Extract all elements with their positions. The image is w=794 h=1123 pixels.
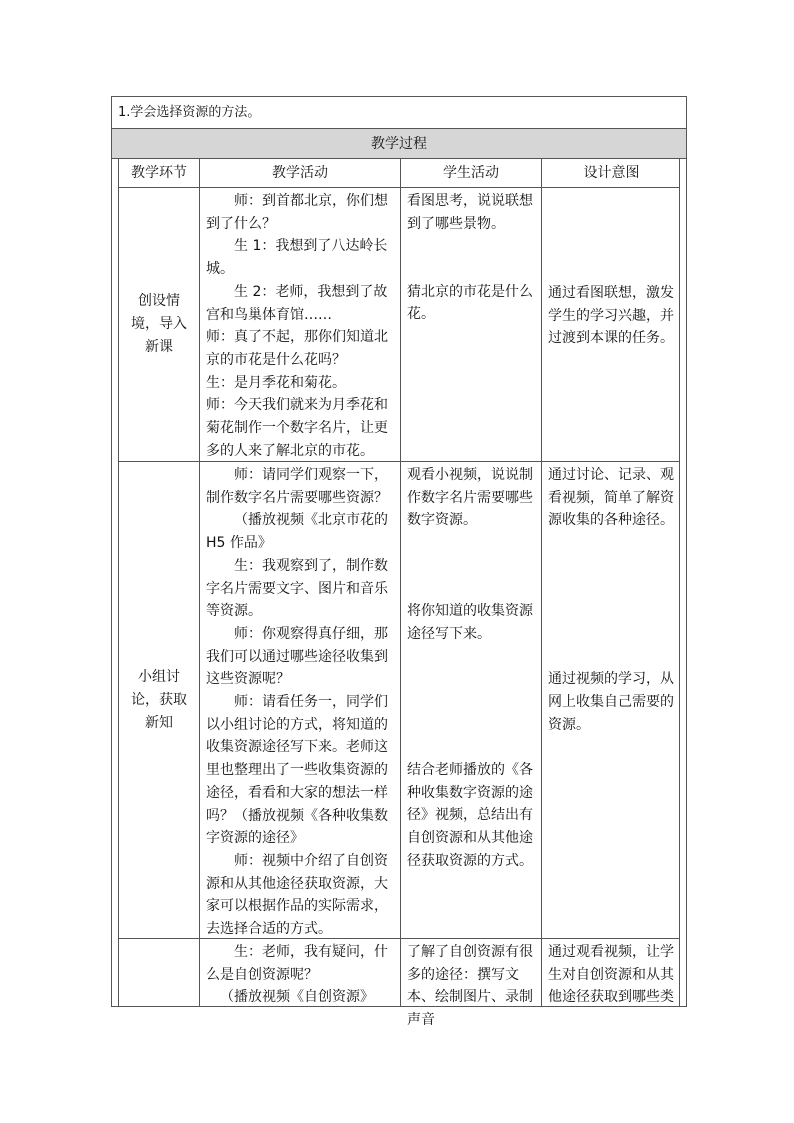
teacher-line: 师：到首都北京，你们想到了什么？	[206, 193, 388, 232]
teacher-line: （播放视频《自创资源》	[220, 989, 374, 1006]
header-student-activity: 学生活动	[401, 159, 542, 187]
teacher-line: 生：我观察到了，制作数字名片需要文字、图片和音乐等资源。	[206, 557, 388, 620]
student-line: 看图思考，说说联想到了哪些景物。	[407, 193, 533, 232]
teacher-line: 生：老师，我有疑问，什么是自创资源呢？	[206, 944, 388, 983]
teacher-line: 生 2：老师，我想到了故宫和鸟巢体育馆……	[206, 283, 388, 323]
student-line: 猜北京的市花是什么花。	[407, 283, 533, 323]
teacher-line: （播放视频《北京市花的 H5 作品》	[206, 512, 388, 552]
teacher-line: 师：请同学们观察一下，制作数字名片需要哪些资源？	[206, 467, 388, 506]
design-intent-cell	[542, 188, 681, 461]
header-stage: 教学环节	[119, 159, 200, 187]
stage-cell: 小组讨论，获取新知	[119, 462, 200, 938]
student-line: 了解了自创资源有很多的途径：撰写文本、绘制图片、录制声音	[407, 944, 533, 1029]
teacher-activity-cell	[200, 462, 401, 938]
table-row	[119, 939, 679, 1029]
teacher-line: 生：是月季花和菊花。	[206, 374, 346, 391]
intent-line: 通过讨论、记录、观看视频，简单了解资源收集的各种途径。	[548, 467, 674, 529]
teacher-activity-cell	[200, 939, 401, 1007]
teacher-line: 生 1：我想到了八达岭长城。	[206, 238, 388, 278]
design-intent-cell	[542, 939, 681, 1007]
teacher-line: 师：今天我们就来为月季花和菊花制作一个数字名片，让更多的人来了解北京的市花。	[206, 397, 388, 459]
student-activity-cell	[401, 462, 542, 938]
teacher-line: 师：真了不起，那你们知道北京的市花是什么花吗？	[206, 329, 388, 368]
lesson-plan-table	[111, 96, 687, 1029]
intent-line: 通过视频的学习，从网上收集自己需要的资源。	[548, 671, 674, 733]
student-line: 结合老师播放的《各种收集数字资源的途径》视频，总结出有自创资源和从其他途径获取资源的方式。	[407, 762, 533, 869]
header-teacher-activity: 教学活动	[200, 159, 401, 187]
teacher-line: 师：请看任务一，同学们以小组讨论的方式，将知道的收集资源途径写下来。老师这里也整理出了一些收集资源的途径，看看和大家的想法一样吗？（播放视频《各种收集数字资源的途径》	[206, 694, 388, 847]
table-row	[119, 188, 679, 462]
intent-line: 通过观看视频，让学生对自创资源和从其他途径获取到哪些类	[548, 944, 674, 1006]
process-table	[118, 159, 680, 1029]
teacher-line: 师：视频中介绍了自创资源和从其他途径获取资源，大家可以根据作品的实际需求，去选择合适的方式。	[206, 852, 388, 938]
student-line: 观看小视频，说说制作数字名片需要哪些数字资源。	[407, 467, 533, 529]
table-row	[119, 462, 679, 939]
table-header-row	[119, 159, 679, 188]
section-title: 教学过程	[112, 129, 686, 159]
stage-cell: 创设情境，导入新课	[119, 188, 200, 461]
teacher-line: 师：你观察得真仔细，那我们可以通过哪些途径收集到这些资源呢？	[206, 625, 388, 688]
design-intent-cell	[542, 462, 681, 938]
teacher-activity-cell	[200, 188, 401, 461]
student-activity-cell	[401, 939, 542, 1029]
objective-row: 1.学会选择资源的方法。	[112, 97, 686, 129]
intent-line: 通过看图联想，激发学生的学习兴趣，并过渡到本课的任务。	[548, 285, 674, 347]
header-design-intent: 设计意图	[583, 165, 640, 181]
stage-cell	[119, 939, 200, 1007]
student-activity-cell	[401, 188, 542, 461]
student-line: 将你知道的收集资源途径写下来。	[407, 603, 533, 642]
